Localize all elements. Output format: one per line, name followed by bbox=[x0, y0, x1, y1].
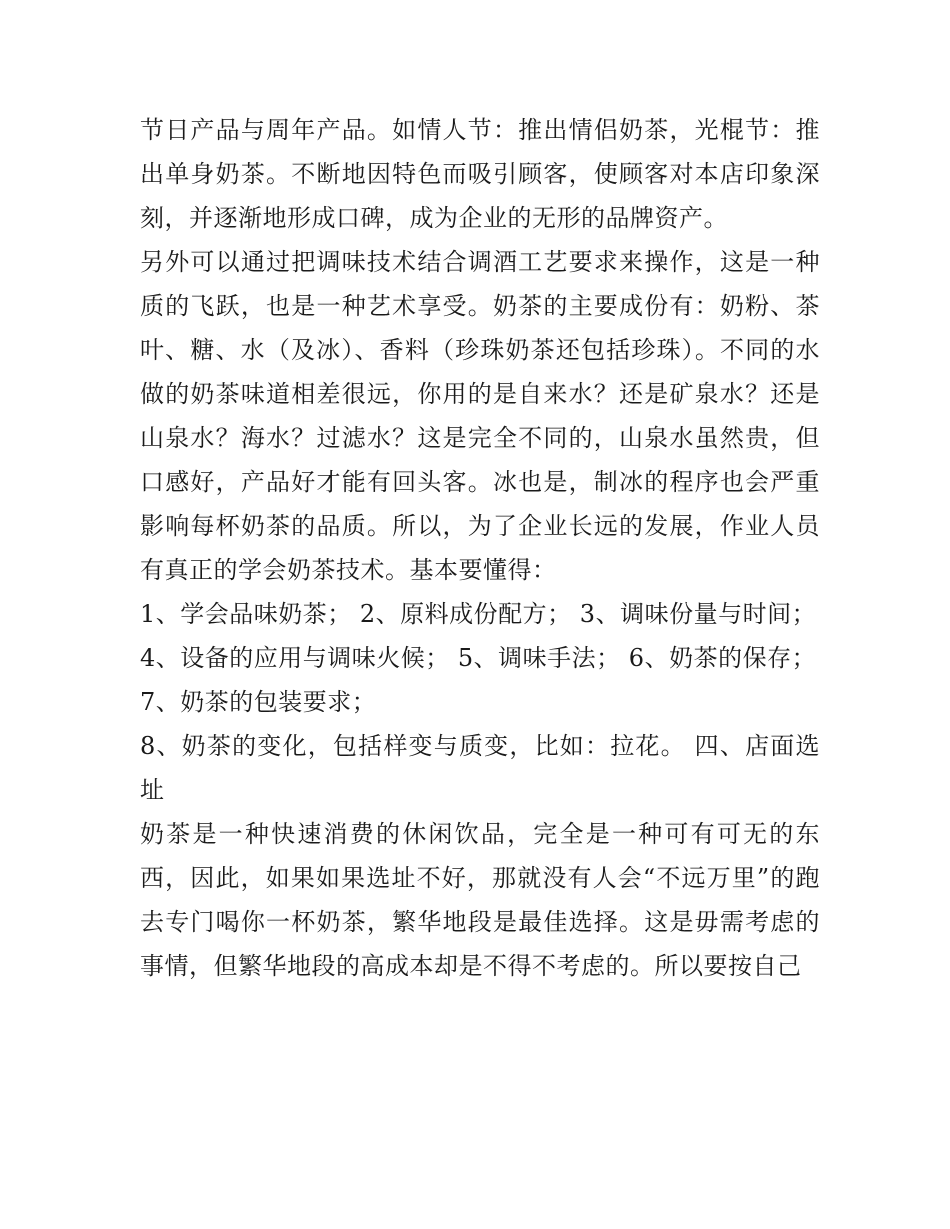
list-item-1-3: 1、学会品味奶茶； 2、原料成份配方； 3、调味份量与时间； bbox=[140, 600, 817, 628]
list-item-7: 7、奶茶的包装要求； bbox=[140, 688, 377, 716]
document-body bbox=[140, 108, 820, 988]
list-item-8-section-heading: 8、奶茶的变化，包括样变与质变，比如：拉花。 四、店面选址 bbox=[140, 732, 820, 804]
paragraph-store-location: 奶茶是一种快速消费的休闲饮品，完全是一种可有可无的东西，因此，如果如果选址不好，那就没有人会“不远万里”的跑去专门喝你一杯奶茶，繁华地段是最佳选择。这是毋需考虑的事情，但繁华地段的高成本却是不得不考虑的。所以要按自己 bbox=[140, 820, 820, 980]
paragraph-holiday-products: 节日产品与周年产品。如情人节：推出情侣奶茶，光棍节：推出单身奶茶。不断地因特色而吸引顾客，使顾客对本店印象深刻，并逐渐地形成口碑，成为企业的无形的品牌资产。 bbox=[140, 116, 820, 232]
list-item-4-6: 4、设备的应用与调味火候； 5、调味手法； 6、奶茶的保存； bbox=[140, 644, 817, 672]
paragraph-ingredients: 另外可以通过把调味技术结合调酒工艺要求来操作，这是一种质的飞跃，也是一种艺术享受。奶茶的主要成份有：奶粉、茶叶、糖、水（及冰）、香料（珍珠奶茶还包括珍珠）。不同的水做的奶茶味道相差很远，你用的是自来水？还是矿泉水？还是山泉水？海水？过滤水？这是完全不同的，山泉水虽然贵，但口感好，产品好才能有回头客。冰也是，制冰的程序也会严重影响每杯奶茶的品质。所以，为了企业长远的发展，作业人员有真正的学会奶茶技术。基本要懂得： bbox=[140, 248, 820, 584]
